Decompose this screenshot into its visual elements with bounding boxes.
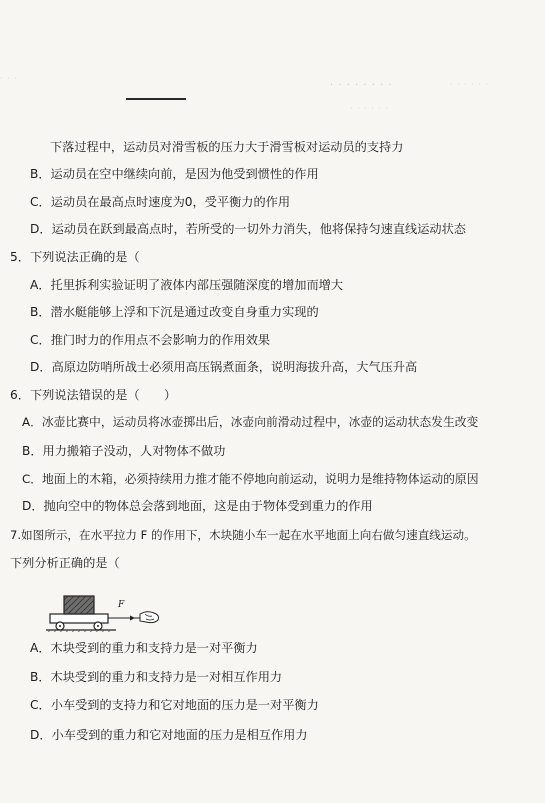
q6-stem: 6．下列说法错误的是（ ） [10, 388, 177, 402]
bleed-through-text: · · · · · · [350, 104, 389, 113]
q7-option-b: B．木块受到的重力和支持力是一对相互作用力 [30, 670, 283, 684]
q5-option-a: A．托里拆利实验证明了液体内部压强随深度的增加而增大 [30, 278, 344, 292]
q5-option-b: B．潜水艇能够上浮和下沉是通过改变自身重力实现的 [30, 305, 319, 319]
cart-block-diagram [44, 590, 162, 632]
q5-stem: 5．下列说法正确的是（ [10, 250, 140, 264]
q7-option-c: C．小车受到的支持力和它对地面的压力是一对平衡力 [30, 698, 319, 712]
bleed-through-text: · · · · · · · · [330, 80, 393, 91]
q4-option-b: B．运动员在空中继续向前，是因为他受到惯性的作用 [30, 167, 319, 181]
bleed-through-text: · · · · · · [450, 80, 489, 89]
q7-option-a: A．木块受到的重力和支持力是一对平衡力 [30, 641, 258, 655]
header-rule [126, 98, 186, 100]
q4-option-c: C．运动员在最高点时速度为0，受平衡力的作用 [30, 195, 291, 209]
q5-option-c: C．推门时力的作用点不会影响力的作用效果 [30, 333, 271, 347]
q7-stem-line2: 下列分析正确的是（ [10, 556, 120, 570]
q6-option-a: A．冰壶比赛中，运动员将冰壶掷出后，冰壶向前滑动过程中，冰壶的运动状态发生改变 [22, 415, 479, 429]
bleed-through-text: · · · [0, 74, 18, 83]
q7-stem-line1: 7.如图所示，在水平拉力 F 的作用下，木块随小车一起在水平地面上向右做匀速直线运动。 [10, 528, 476, 542]
q6-option-b: B．用力搬箱子没动，人对物体不做功 [22, 444, 226, 458]
q4-option-a-fragment: 下落过程中，运动员对滑雪板的压力大于滑雪板对运动员的支持力 [50, 140, 404, 154]
q6-option-c: C．地面上的木箱，必须持续用力推才能不停地向前运动，说明力是维持物体运动的原因 [22, 472, 479, 486]
q4-option-d: D．运动员在跃到最高点时，若所受的一切外力消失，他将保持匀速直线运动状态 [30, 222, 466, 236]
force-label-f: F [118, 600, 125, 610]
q5-option-d: D．高原边防哨所战士必须用高压锅煮面条，说明海拔升高，大气压升高 [30, 360, 418, 374]
q7-option-d: D．小车受到的重力和它对地面的压力是相互作用力 [30, 728, 308, 742]
q6-option-d: D．抛向空中的物体总会落到地面，这是由于物体受到重力的作用 [22, 499, 373, 513]
